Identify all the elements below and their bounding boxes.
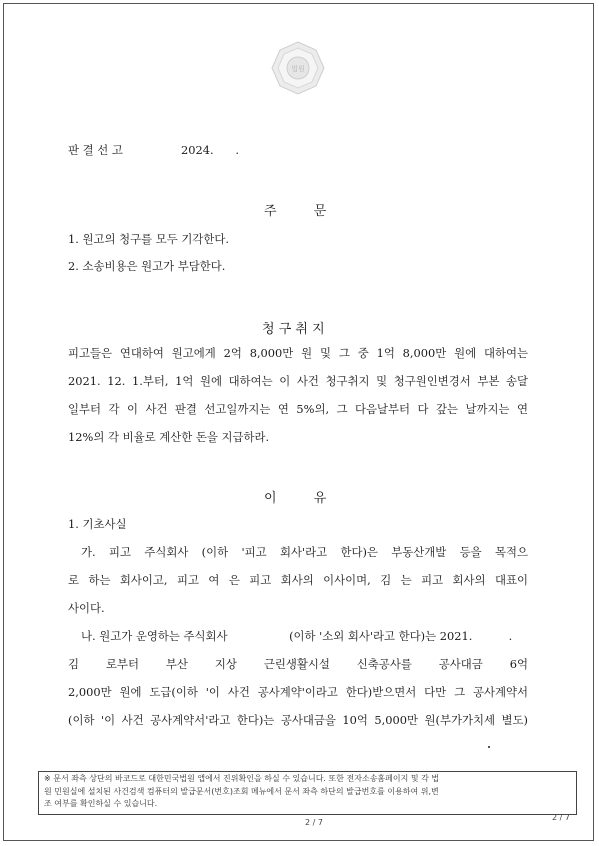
para-na-line-2: 김 로부터 부산 지상 근린생활시설 신축공사를 공사대금 6억 [68, 657, 528, 671]
claim-line-1: 피고들은 연대하여 원고에게 2억 8,000만 원 및 그 중 1억 8,000만 원에 대하여는 [68, 346, 528, 360]
claim-title: 청 구 취 지 [262, 322, 325, 337]
para-ga-line-2: 로 하는 회사이고, 피고 여 은 피고 회사의 이사이며, 김 는 피고 회사의 대표이 [68, 573, 528, 587]
claim-line-2: 2021. 12. 1.부터, 1억 원에 대하여는 이 사건 청구취지 및 청구원인변경서 부본 송달 [68, 374, 528, 388]
reasons-title: 이 유 [264, 491, 327, 506]
verdict-label: 판 결 선 고 [68, 143, 123, 157]
verdict-date: 2024. . [181, 143, 239, 157]
para-ga-line-1: 가. 피고 주식회사 (이하 '피고 회사'라고 한다)은 부동산개발 등을 목적으 [81, 545, 528, 559]
para-na-line-3: 2,000만 원에 도급(이하 '이 사건 공사계약'이라고 한다)받으면서 다만 그 공사계약서 [68, 685, 528, 699]
claim-line-4: 12%의 각 비율로 계산한 돈을 지급하라. [68, 430, 270, 444]
main-order-item-1: 1. 원고의 청구를 모두 기각한다. [68, 232, 230, 246]
claim-line-3: 일부터 각 이 사건 판결 선고일까지는 연 5%의, 그 다음날부터 다 갚는 날까지는 연 [68, 402, 528, 416]
main-order-item-2: 2. 소송비용은 원고가 부담한다. [68, 259, 226, 273]
page-number-center: 2 / 7 [305, 818, 323, 827]
stray-dot [488, 746, 490, 748]
para-na-line-1: 나. 원고가 운영하는 주식회사 (이하 '소외 회사'라고 한다)는 2021. . [81, 629, 513, 643]
main-order-title: 주 문 [264, 204, 327, 219]
para-na-line-4: (이하 '이 사건 공사계약서'라고 한다)는 공사대금을 10억 5,000만 원(부가가치세 별도) [68, 713, 528, 727]
para-ga-line-3: 사이다. [68, 601, 105, 615]
seal-text: 법원 [291, 65, 305, 73]
court-seal-icon [270, 40, 326, 96]
section-basic-facts: 1. 기초사실 [68, 517, 127, 531]
footer-notice: ※ 문서 좌측 상단의 바코드로 대한민국법원 앱에서 진위확인을 하실 수 있습니다. 또한 전자소송홈페이지 및 각 법 원 민원실에 설치된 사건검색 컴퓨터의 발급문서(번호)조회 메뉴에서 문서 좌측 하단의 발급번호를 이용하여 위,변 조 여부를 확인하실 수 있습니다. [44, 774, 440, 808]
page-number-right: 2 / 7 [552, 813, 570, 822]
